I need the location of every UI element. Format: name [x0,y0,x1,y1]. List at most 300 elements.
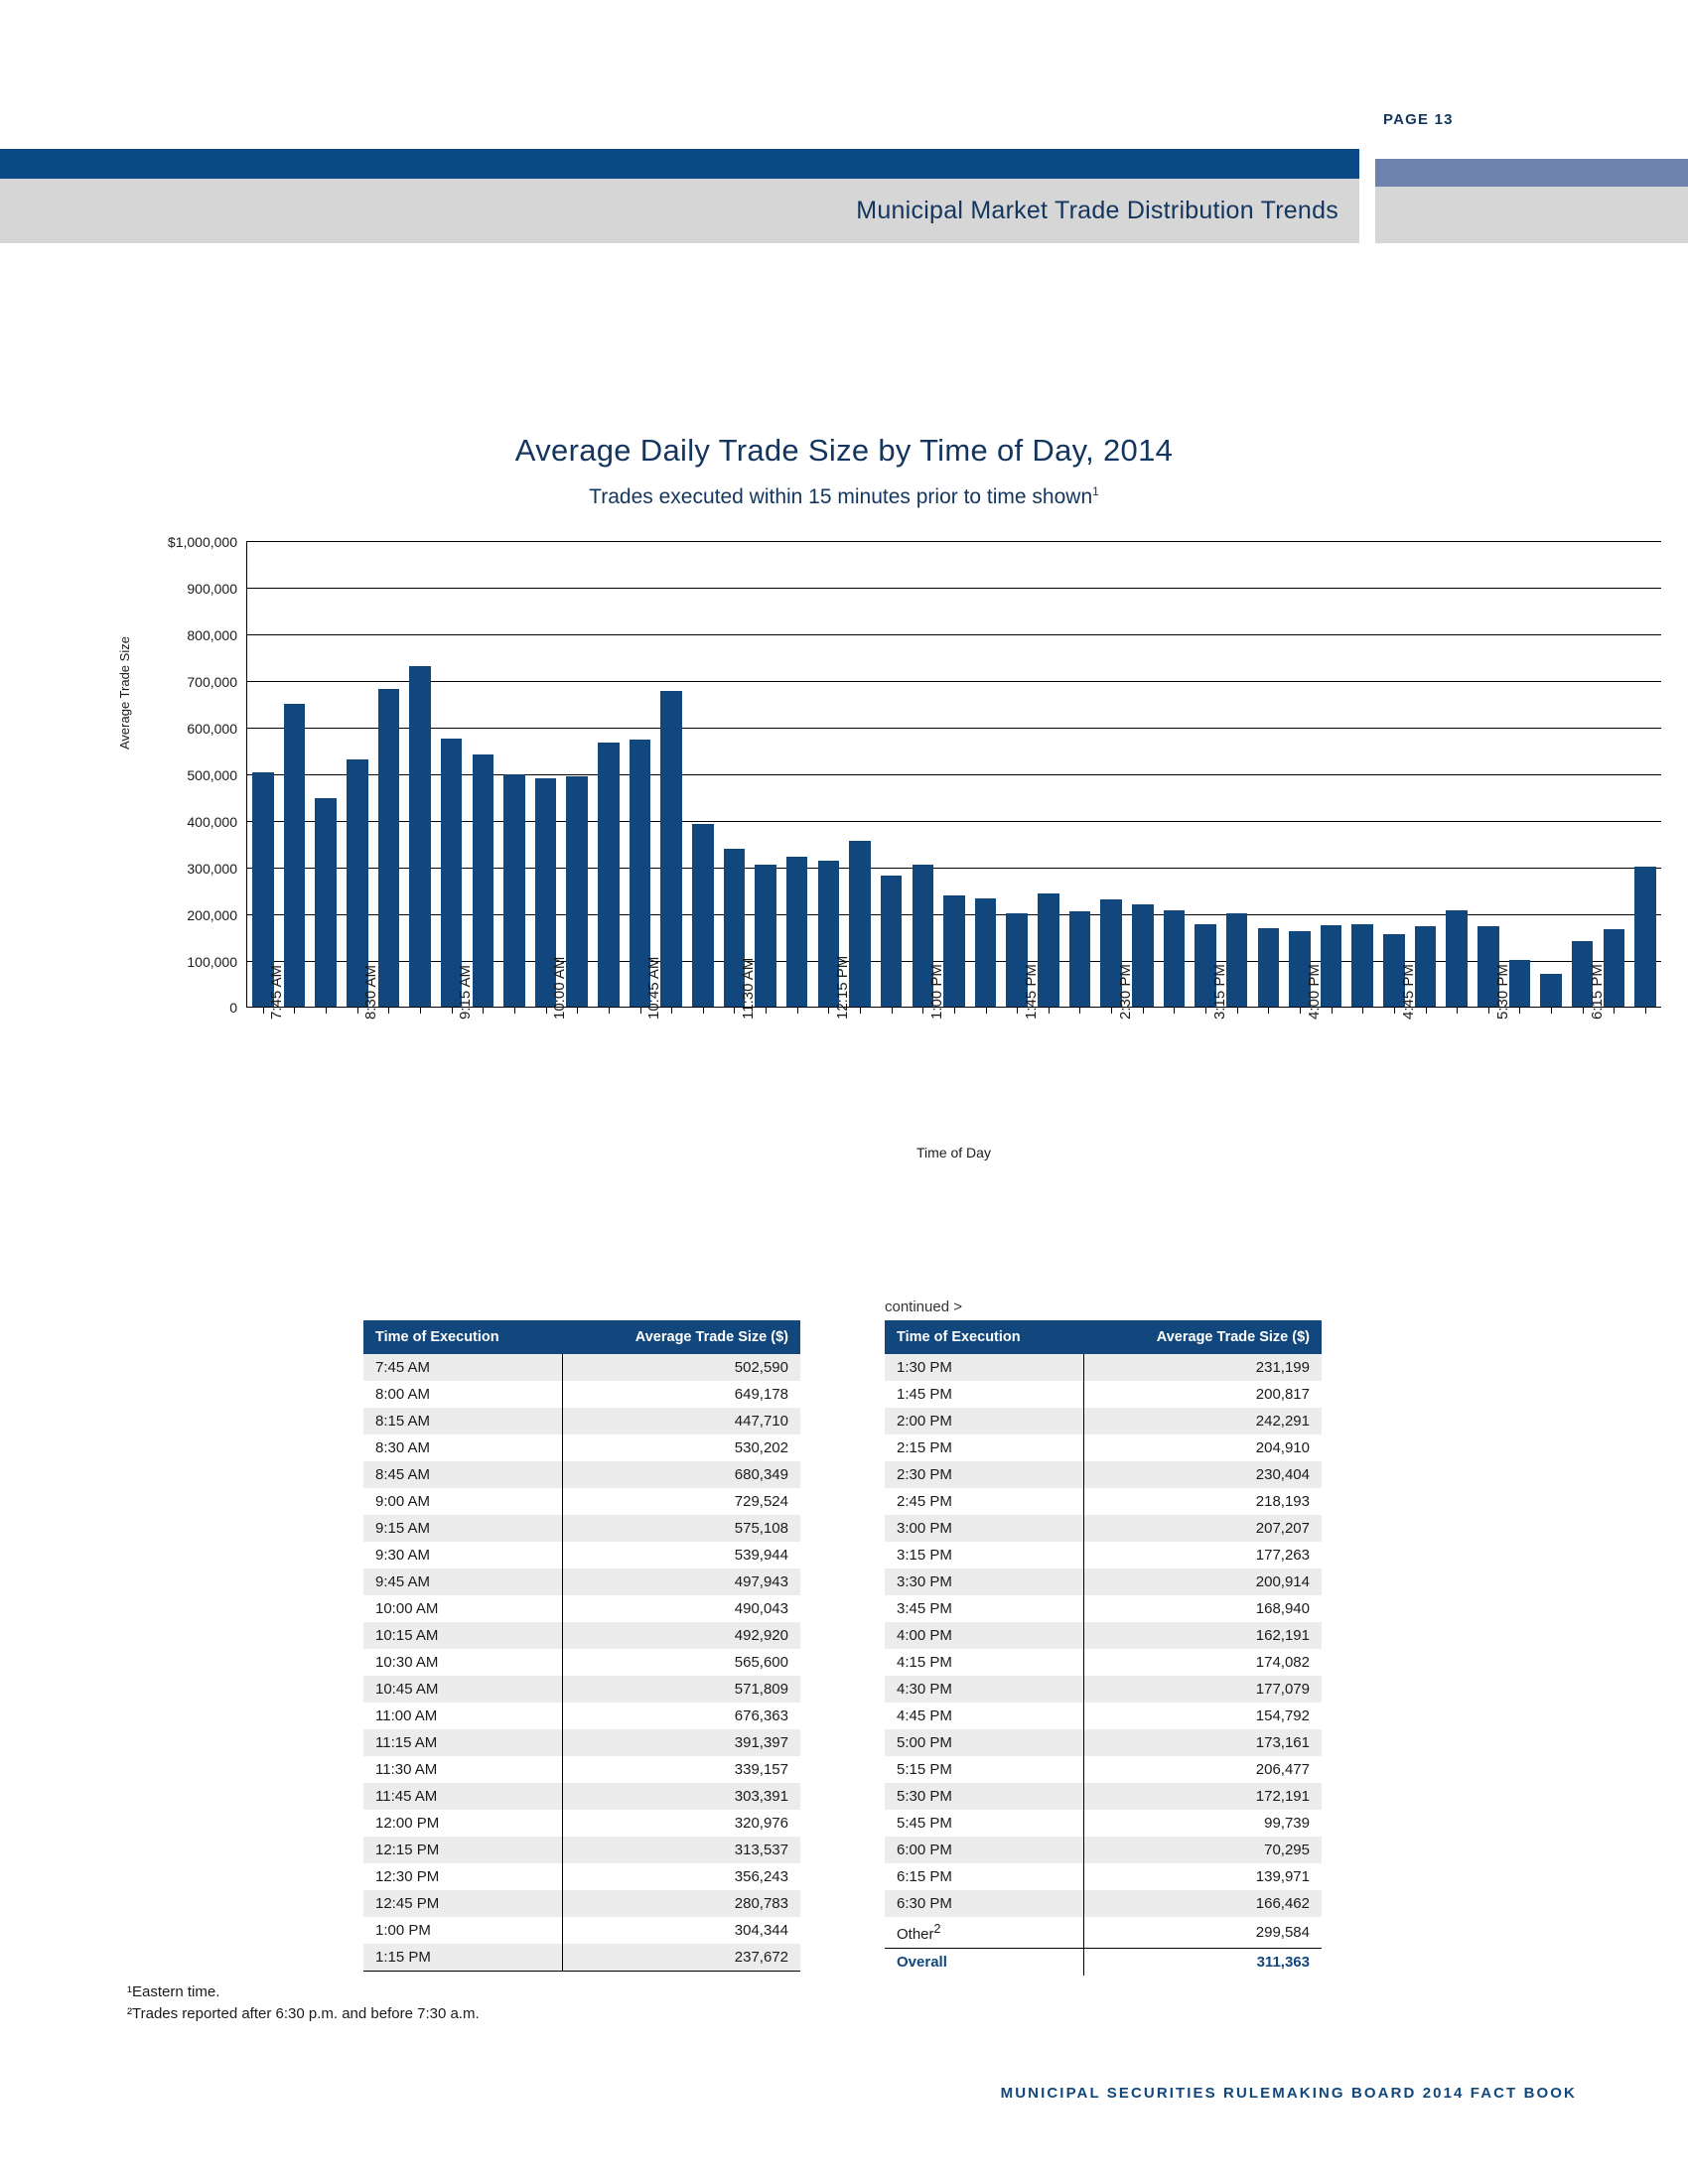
bar-slot [1629,541,1661,1007]
cell-average-trade-size: 154,792 [1083,1703,1322,1729]
cell-time-of-execution: 8:15 AM [363,1408,562,1434]
table-row [885,1542,1322,1569]
cell-average-trade-size: 218,193 [1083,1488,1322,1515]
table-row [363,1756,800,1783]
x-axis-tick [671,1007,672,1014]
bar [409,666,431,1007]
y-axis-title: Average Trade Size [117,636,132,750]
table-row [363,1622,800,1649]
cell-average-trade-size: 391,397 [562,1729,800,1756]
table-row [363,1354,800,1381]
x-axis-tick [514,1007,515,1014]
table-row [885,1676,1322,1703]
x-axis-tick-label: 8:30 AM [361,964,379,1020]
bar-slot [907,541,938,1007]
bar-slot [1378,541,1410,1007]
bar [503,774,525,1007]
cell-average-trade-size: 497,943 [562,1569,800,1595]
cell-average-trade-size: 571,809 [562,1676,800,1703]
x-axis-tick [1205,1007,1206,1014]
bar-slot [561,541,593,1007]
x-axis-tick [703,1007,704,1014]
chart-subtitle-footnote-marker: 1 [1092,484,1099,498]
chart-subtitle [0,484,1688,509]
y-axis-tick-label: 300,000 [187,861,237,877]
y-axis-tick-label: 800,000 [187,627,237,643]
cell-average-trade-size: 304,344 [562,1917,800,1944]
bar-slot [373,541,405,1007]
cell-time-of-execution: 11:45 AM [363,1783,562,1810]
x-axis-tick-label: 10:00 AM [550,956,568,1020]
page-number: PAGE 13 [1383,111,1454,128]
cell-time-of-execution: 2:15 PM [897,1439,952,1456]
bar-slot [719,541,751,1007]
bar-slot [1599,541,1630,1007]
x-axis-tick [892,1007,893,1014]
bar [786,857,808,1007]
bar-slot [1284,541,1316,1007]
cell-time-of-execution: 9:30 AM [375,1547,431,1564]
bar-slot [530,541,562,1007]
table-row [363,1917,800,1944]
table-row [363,1515,800,1542]
cell-average-trade-size: 313,537 [562,1837,800,1863]
cell-average-trade-size: 492,920 [562,1622,800,1649]
x-axis-tick [1394,1007,1395,1014]
cell-average-trade-size: 280,783 [562,1890,800,1917]
cell-time-of-execution: 2:30 PM [885,1461,1083,1488]
header-bar-dark [0,149,1359,179]
bar-slot [1441,541,1473,1007]
table-row [363,1703,800,1729]
cell-time-of-execution: 12:30 PM [375,1868,440,1885]
x-axis-tick-label: 12:15 PM [833,955,851,1020]
x-axis-tick [263,1007,264,1014]
bar [1132,904,1154,1007]
bar [1540,974,1562,1007]
chart [117,534,1606,1160]
cell-average-trade-size: 447,710 [562,1408,800,1434]
x-axis-tick [986,1007,987,1014]
bar-slot [1567,541,1599,1007]
bar-slot [1221,541,1253,1007]
x-axis-tick [577,1007,578,1014]
table-row [885,1434,1322,1461]
page-footer: MUNICIPAL SECURITIES RULEMAKING BOARD 2014 FACT BOOK [1000,2085,1577,2102]
cell-time-of-execution: 12:15 PM [363,1837,562,1863]
table-row [885,1917,1322,1949]
bar [849,841,871,1007]
bar [975,898,997,1007]
x-axis-tick [1049,1007,1050,1014]
bar-slot [876,541,908,1007]
cell-time-of-execution: Other$^2$ [897,1922,941,1943]
x-axis-tick-label: 2:30 PM [1116,964,1134,1020]
bar [1446,910,1468,1007]
table-row [363,1434,800,1461]
chart-title: Average Daily Trade Size by Time of Day, 2014 [514,433,1174,468]
cell-time-of-execution: 11:15 AM [363,1729,562,1756]
x-axis-tick [828,1007,829,1014]
bar-slot [750,541,781,1007]
y-axis-tick-label: 100,000 [187,954,237,970]
bar-slot [1253,541,1285,1007]
cell-time-of-execution: 8:45 AM [363,1461,562,1488]
y-axis-tick-label: 600,000 [187,721,237,737]
table-row [363,1944,800,1972]
cell-average-trade-size: 200,914 [1083,1569,1322,1595]
table-row [885,1488,1322,1515]
bar-slot [1159,541,1191,1007]
x-axis-tick [797,1007,798,1014]
bar [1164,910,1186,1007]
table-row [885,1890,1322,1917]
table-row [363,1381,800,1408]
cell-average-trade-size: 177,263 [1083,1542,1322,1569]
bar [1258,928,1280,1007]
cell-time-of-execution: 1:15 PM [363,1944,562,1972]
bar-slot [279,541,311,1007]
x-axis-tick [1488,1007,1489,1014]
table-row [885,1783,1322,1810]
cell-time-of-execution: 5:30 PM [885,1783,1083,1810]
x-axis-tick-label: 10:45 AM [644,956,662,1020]
x-axis-tick [1614,1007,1615,1014]
trade-size-table-left [363,1320,800,1972]
bar [1069,911,1091,1007]
x-axis-tick [420,1007,421,1014]
bar-slot [404,541,436,1007]
footnote-1: ¹Eastern time. [127,1983,220,2000]
bar-slot [687,541,719,1007]
cell-average-trade-size: 166,462 [1083,1890,1322,1917]
x-axis-tick [1079,1007,1080,1014]
x-axis-tick [1332,1007,1333,1014]
table-row [363,1569,800,1595]
x-axis-tick-label: 4:00 PM [1305,964,1323,1020]
cell-average-trade-size: 565,600 [562,1649,800,1676]
bar-slot [1001,541,1033,1007]
table-row [885,1703,1322,1729]
cell-average-trade-size: 207,207 [1083,1515,1322,1542]
cell-time-of-execution: 2:45 PM [897,1493,952,1510]
cell-time-of-execution: 12:45 PM [363,1890,562,1917]
table-row [363,1595,800,1622]
bar [1509,960,1531,1007]
footnotes [127,1981,480,2025]
cell-time-of-execution: 3:15 PM [897,1547,952,1564]
cell-time-of-execution: 7:45 AM [363,1354,562,1381]
cell-time-of-execution: 3:45 PM [897,1600,952,1617]
x-axis-tick-label: 6:15 PM [1588,964,1606,1020]
cell-average-trade-size: 204,910 [1083,1434,1322,1461]
bar [1415,926,1437,1007]
bar-slot [655,541,687,1007]
cell-average-trade-size: 490,043 [562,1595,800,1622]
x-axis-tick [1300,1007,1301,1014]
bar [284,704,306,1007]
x-axis-tick-label: 1:45 PM [1022,964,1040,1020]
cell-time-of-execution: 9:45 AM [363,1569,562,1595]
header-bar-grey-right [1375,187,1688,243]
x-axis-tick [1426,1007,1427,1014]
table-row [363,1837,800,1863]
cell-average-trade-size: 575,108 [562,1515,800,1542]
table-column-header: Time of Execution [363,1320,562,1354]
bar-slot [1033,541,1064,1007]
table-row [885,1863,1322,1890]
cell-time-of-execution: 4:30 PM [885,1676,1083,1703]
bar-slot [1127,541,1159,1007]
bar-slot [1535,541,1567,1007]
bar [1226,913,1248,1007]
x-axis-tick [1362,1007,1363,1014]
bar [660,691,682,1007]
x-axis-tick [1017,1007,1018,1014]
bar [755,865,776,1007]
cell-average-trade-size: 242,291 [1083,1408,1322,1434]
bar-slot [781,541,813,1007]
trade-size-table-right [885,1320,1322,1976]
bar [1634,867,1656,1007]
x-axis-tick [483,1007,484,1014]
cell-average-trade-size: 168,940 [1083,1595,1322,1622]
table-row [885,1408,1322,1434]
x-axis-tick-label: 3:15 PM [1210,964,1228,1020]
bar [1321,925,1342,1007]
x-axis-tick [640,1007,641,1014]
bar [1604,929,1625,1007]
bar-slot [498,541,530,1007]
cell-time-of-execution: 4:15 PM [897,1654,952,1671]
x-axis-tick-label: 9:15 AM [456,964,474,1020]
bar [881,876,903,1007]
x-axis-tick [1174,1007,1175,1014]
table-row [885,1837,1322,1863]
cell-average-trade-size: 237,672 [562,1944,800,1972]
table-row [885,1515,1322,1542]
table-total-row [885,1949,1322,1977]
cell-average-trade-size: 729,524 [562,1488,800,1515]
y-axis-tick-label: 400,000 [187,814,237,830]
x-axis-tick-label: 11:30 AM [739,957,757,1020]
bar [315,798,337,1007]
bar [473,754,494,1007]
continued-label: continued > [885,1298,962,1315]
x-axis-tick-label: 4:45 PM [1399,964,1417,1020]
cell-time-of-execution: 9:15 AM [363,1515,562,1542]
table-row [363,1676,800,1703]
x-axis-tick [326,1007,327,1014]
x-axis-tick [922,1007,923,1014]
cell-time-of-execution: 9:00 AM [375,1493,431,1510]
cell-average-trade-size: 173,161 [1083,1729,1322,1756]
bar-slot [1190,541,1221,1007]
table-row [363,1461,800,1488]
cell-average-trade-size: 172,191 [1083,1783,1322,1810]
bar [378,689,400,1007]
x-axis-tick [1268,1007,1269,1014]
table-row [885,1810,1322,1837]
table-column-header: Time of Execution [885,1320,1083,1354]
x-axis-tick [1583,1007,1584,1014]
table-row [363,1810,800,1837]
x-axis-title: Time of Day [916,1145,991,1160]
section-title: Municipal Market Trade Distribution Trends [856,197,1338,224]
cell-time-of-execution: 8:30 AM [375,1439,431,1456]
bar-slot [844,541,876,1007]
bar-slot [938,541,970,1007]
cell-time-of-execution: 10:30 AM [375,1654,439,1671]
bar-slot [342,541,373,1007]
table-row [885,1649,1322,1676]
x-axis-tick [452,1007,453,1014]
cell-time-of-execution: 3:00 PM [885,1515,1083,1542]
bar-slot [1346,541,1378,1007]
cell-average-trade-size: 231,199 [1083,1354,1322,1381]
cell-time-of-execution: 5:15 PM [897,1761,952,1778]
x-axis-tick [860,1007,861,1014]
cell-time-of-execution: 8:00 AM [375,1386,431,1403]
bar-slot [310,541,342,1007]
cell-average-trade-size: 649,178 [562,1381,800,1408]
x-axis-tick [766,1007,767,1014]
cell-average-trade-size: 162,191 [1083,1622,1322,1649]
x-axis-tick [1111,1007,1112,1014]
x-axis-tick-label: 5:30 PM [1493,964,1511,1020]
y-axis-tick-label: 500,000 [187,767,237,783]
x-axis-tick [954,1007,955,1014]
table-row [363,1408,800,1434]
y-axis-tick-label: 900,000 [187,581,237,597]
bar-series [247,541,1661,1007]
table-row [363,1649,800,1676]
x-axis-tick-label: 1:00 PM [927,964,945,1020]
x-axis-tick [609,1007,610,1014]
cell-time-of-execution: 6:00 PM [885,1837,1083,1863]
bar-slot [247,541,279,1007]
footnote-2: ²Trades reported after 6:30 p.m. and before 7:30 a.m. [127,2004,480,2022]
bar [1351,924,1373,1007]
cell-average-trade-size: 539,944 [562,1542,800,1569]
cell-average-trade-size: 70,295 [1083,1837,1322,1863]
cell-average-trade-size: 676,363 [562,1703,800,1729]
table-row [363,1488,800,1515]
cell-total-value: 311,363 [1083,1949,1322,1977]
cell-time-of-execution: 1:00 PM [375,1922,431,1939]
table-column-header: Average Trade Size ($) [562,1320,800,1354]
cell-average-trade-size: 174,082 [1083,1649,1322,1676]
header-bar-accent [1375,159,1688,187]
x-axis-tick [294,1007,295,1014]
chart-subtitle-text: Trades executed within 15 minutes prior to time shown [589,485,1093,508]
x-axis-tick-labels [246,955,1661,1125]
cell-average-trade-size: 339,157 [562,1756,800,1783]
bar-slot [1095,541,1127,1007]
bar-slot [467,541,498,1007]
table-row [885,1461,1322,1488]
cell-time-of-execution: 3:30 PM [885,1569,1083,1595]
cell-average-trade-size: 680,349 [562,1461,800,1488]
y-axis-tick-label: $1,000,000 [167,534,237,550]
cell-average-trade-size: 320,976 [562,1810,800,1837]
x-axis-tick [1143,1007,1144,1014]
cell-average-trade-size: 299,584 [1083,1917,1322,1949]
bar-slot [1064,541,1096,1007]
table-row [363,1890,800,1917]
bar [598,743,620,1007]
bar [566,776,588,1007]
bar [692,824,714,1007]
bar-slot [1504,541,1536,1007]
cell-time-of-execution: 5:00 PM [885,1729,1083,1756]
x-axis-tick [1519,1007,1520,1014]
bar-slot [1473,541,1504,1007]
table-row [885,1381,1322,1408]
table-row [885,1756,1322,1783]
x-axis-tick [1551,1007,1552,1014]
cell-time-of-execution: 1:30 PM [885,1354,1083,1381]
bar-slot [970,541,1002,1007]
cell-average-trade-size: 139,971 [1083,1863,1322,1890]
bar-slot [593,541,625,1007]
cell-time-of-execution: 2:00 PM [885,1408,1083,1434]
x-axis-tick [546,1007,547,1014]
table-row [363,1863,800,1890]
bar [943,895,965,1007]
cell-time-of-execution: 6:15 PM [897,1868,952,1885]
cell-time-of-execution: 10:00 AM [375,1600,439,1617]
x-axis-tick [388,1007,389,1014]
cell-time-of-execution: 12:00 PM [375,1815,440,1832]
cell-time-of-execution: 11:30 AM [375,1761,438,1778]
cell-average-trade-size: 99,739 [1083,1810,1322,1837]
table-row [885,1354,1322,1381]
table-row [363,1783,800,1810]
cell-average-trade-size: 356,243 [562,1863,800,1890]
cell-average-trade-size: 530,202 [562,1434,800,1461]
cell-average-trade-size: 200,817 [1083,1381,1322,1408]
cell-average-trade-size: 206,477 [1083,1756,1322,1783]
cell-time-of-execution: 4:00 PM [885,1622,1083,1649]
cell-average-trade-size: 230,404 [1083,1461,1322,1488]
cell-time-of-execution: 6:30 PM [885,1890,1083,1917]
x-axis-tick [1645,1007,1646,1014]
x-axis-tick [357,1007,358,1014]
cell-average-trade-size: 502,590 [562,1354,800,1381]
bar-slot [436,541,468,1007]
cell-time-of-execution: 1:45 PM [897,1386,952,1403]
bar-slot [625,541,656,1007]
cell-time-of-execution: 11:00 AM [375,1707,438,1724]
x-axis-tick [1457,1007,1458,1014]
bar-slot [1316,541,1347,1007]
table-column-header: Average Trade Size ($) [1083,1320,1322,1354]
cell-time-of-execution: 10:15 AM [363,1622,562,1649]
x-axis-tick [1237,1007,1238,1014]
y-axis-tick-label: 0 [229,1000,237,1016]
y-axis-tick-label: 200,000 [187,907,237,923]
bar-slot [813,541,845,1007]
bar-slot [1410,541,1442,1007]
y-axis-tick-label: 700,000 [187,674,237,690]
x-axis-tick-label: 7:45 AM [267,964,285,1020]
cell-total-label: Overall [885,1949,1083,1977]
cell-time-of-execution: 5:45 PM [897,1815,952,1832]
cell-average-trade-size: 303,391 [562,1783,800,1810]
cell-time-of-execution: 4:45 PM [897,1707,952,1724]
table-row [885,1622,1322,1649]
